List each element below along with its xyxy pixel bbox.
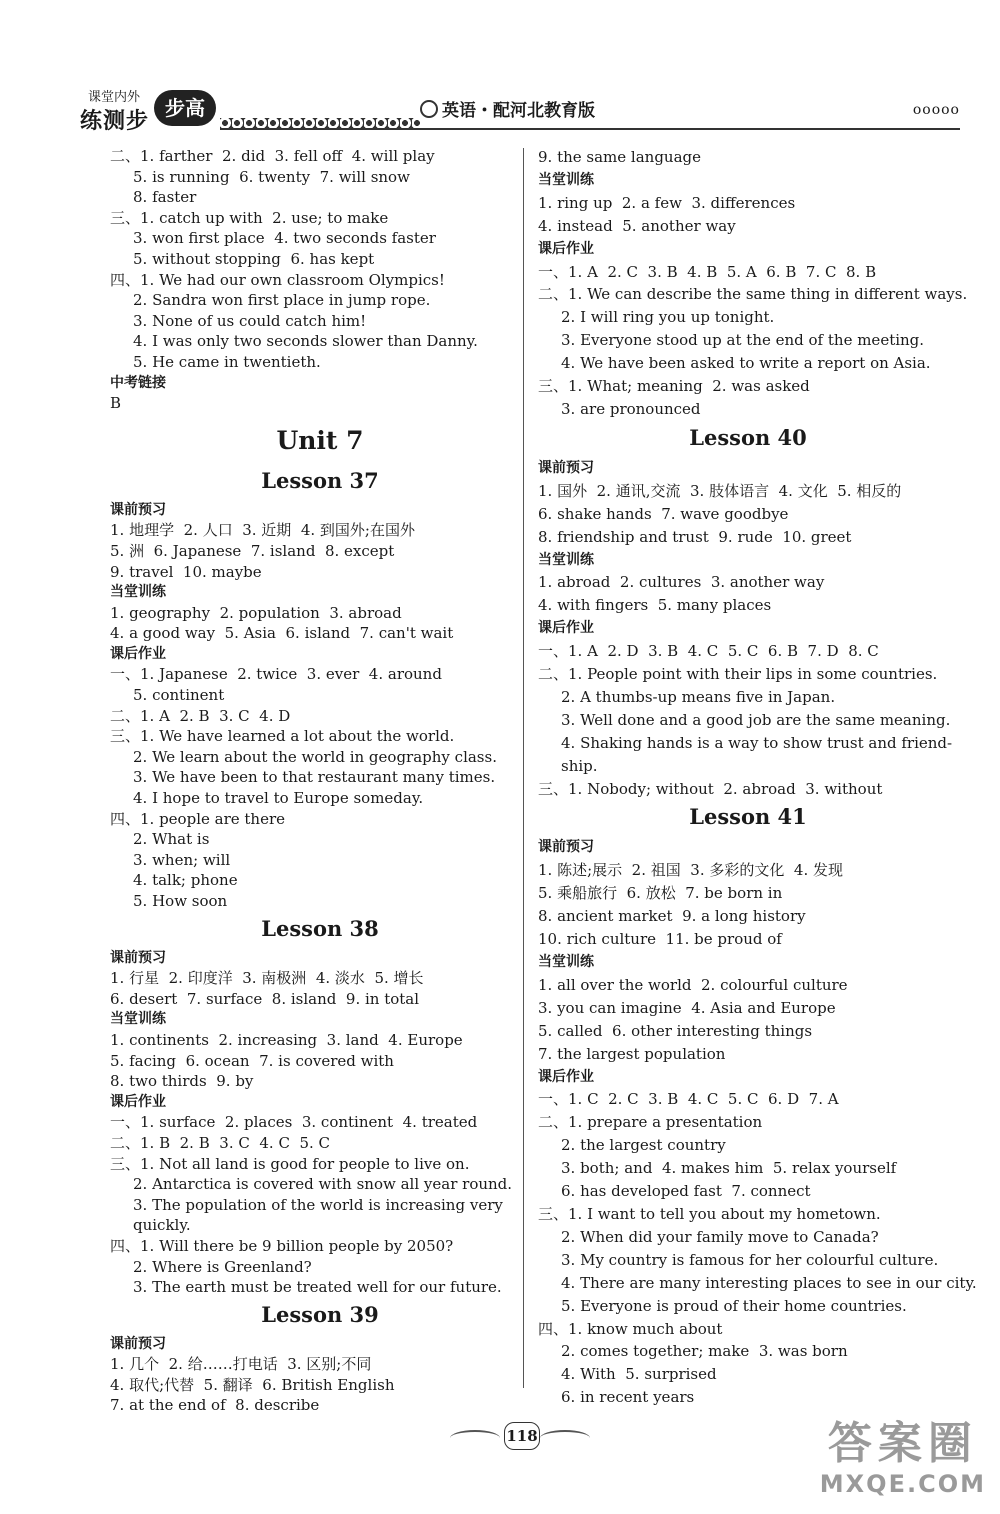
answer-line: 2. Where is Greenland? bbox=[133, 1257, 312, 1276]
answer-line: 2. comes together; make 3. was born bbox=[561, 1342, 848, 1361]
circle-icon bbox=[420, 100, 438, 118]
answer-line: 1. 陈述;展示 2. 祖国 3. 多彩的文化 4. 发现 bbox=[538, 861, 843, 880]
answer-line: 5. without stopping 6. has kept bbox=[133, 249, 375, 268]
watermark-url: MXQE.COM bbox=[819, 1470, 986, 1498]
answer-line: 二、1. A 2. B 3. C 4. D bbox=[110, 706, 291, 725]
answer-line: 10. rich culture 11. be proud of bbox=[538, 930, 782, 949]
section-heading: 课前预习 bbox=[110, 1335, 166, 1352]
answer-line: 二、1. prepare a presentation bbox=[538, 1113, 763, 1132]
answer-line: 三、1. We have learned a lot about the world. bbox=[110, 727, 455, 746]
answer-line: 5. 洲 6. Japanese 7. island 8. except bbox=[110, 541, 395, 560]
section-heading: 课后作业 bbox=[110, 645, 166, 662]
answer-line: 3. The earth must be treated well for our future. bbox=[133, 1278, 502, 1297]
answer-line: 5. called 6. other interesting things bbox=[538, 1021, 813, 1040]
answer-line: 二、1. People point with their lips in some countries. bbox=[538, 665, 938, 684]
answer-line: 2. A thumbs-up means five in Japan. bbox=[561, 687, 836, 706]
section-heading: 课后作业 bbox=[538, 620, 594, 637]
answer-line: 3. We have been to that restaurant many times. bbox=[133, 768, 496, 787]
answer-line: 三、1. I want to tell you about my hometown. bbox=[538, 1204, 881, 1223]
answer-line: 三、1. Not all land is good for people to live on. bbox=[110, 1154, 470, 1173]
footer-ornament-left bbox=[450, 1430, 500, 1446]
answer-line: 一、1. A 2. C 3. B 4. B 5. A 6. B 7. C 8. B bbox=[538, 262, 877, 281]
answer-line: 4. instead 5. another way bbox=[538, 216, 736, 235]
answer-line: 3. you can imagine 4. Asia and Europe bbox=[538, 998, 836, 1017]
section-heading: 课后作业 bbox=[538, 1068, 594, 1085]
header-dots: ooooo bbox=[912, 102, 960, 118]
answer-line: 1. all over the world 2. colourful culture bbox=[538, 975, 848, 994]
answer-line: 二、1. B 2. B 3. C 4. C 5. C bbox=[110, 1133, 331, 1152]
section-heading: 当堂训练 bbox=[538, 551, 594, 568]
answer-line: 5. 乘船旅行 6. 放松 7. be born in bbox=[538, 884, 783, 903]
answer-line: 2. I will ring you up tonight. bbox=[561, 308, 775, 327]
answer-line: 2. the largest country bbox=[561, 1136, 726, 1155]
answer-line: 4. I hope to travel to Europe someday. bbox=[133, 789, 424, 808]
page-header bbox=[60, 82, 960, 140]
answer-line: 1. 行星 2. 印度洋 3. 南极洲 4. 淡水 5. 增长 bbox=[110, 969, 424, 988]
answer-line: 三、1. Nobody; without 2. abroad 3. without bbox=[538, 779, 883, 798]
answer-line: 8. ancient market 9. a long history bbox=[538, 907, 806, 926]
section-heading: 课后作业 bbox=[538, 240, 594, 257]
answer-line: 二、1. We can describe the same thing in different ways. bbox=[538, 285, 968, 304]
unit-heading: Unit 7 bbox=[276, 425, 364, 455]
answer-line: 一、1. Japanese 2. twice 3. ever 4. around bbox=[110, 665, 442, 684]
brand-title: 练测步 bbox=[80, 109, 150, 134]
header-rule bbox=[220, 128, 960, 130]
answer-line: 6. has developed fast 7. connect bbox=[561, 1182, 811, 1201]
answer-line: 3. None of us could catch him! bbox=[133, 311, 367, 330]
answer-line: 1. ring up 2. a few 3. differences bbox=[538, 193, 796, 212]
answer-line: 3. Everyone stood up at the end of the meeting. bbox=[561, 331, 925, 350]
brand-small-text: 课堂内外 bbox=[88, 90, 141, 105]
answer-line: 3. both; and 4. makes him 5. relax yourself bbox=[561, 1159, 897, 1178]
header-decoration bbox=[220, 118, 420, 128]
page-number: 118 bbox=[504, 1422, 540, 1450]
brand-badge: 步高 bbox=[154, 90, 216, 126]
answer-line: 4. a good way 5. Asia 6. island 7. can't wait bbox=[110, 624, 454, 643]
answer-line: 一、1. surface 2. places 3. continent 4. treated bbox=[110, 1113, 478, 1132]
answer-line: 3. are pronounced bbox=[561, 399, 701, 418]
right-column bbox=[538, 146, 977, 1409]
answer-line: 2. We learn about the world in geography class. bbox=[133, 747, 497, 766]
answer-line: 4. 取代;代替 5. 翻译 6. British English bbox=[110, 1375, 395, 1394]
answer-line: 2. Antarctica is covered with snow all year round. bbox=[133, 1175, 513, 1194]
section-heading: 当堂训练 bbox=[538, 171, 594, 188]
answer-line: 四、1. Will there be 9 billion people by 2050? bbox=[110, 1236, 454, 1255]
answer-line: 四、1. We had our own classroom Olympics! bbox=[110, 270, 445, 289]
answer-line: 2. Sandra won first place in jump rope. bbox=[133, 291, 431, 310]
section-heading: 课后作业 bbox=[110, 1093, 166, 1110]
section-heading: 课前预习 bbox=[110, 501, 166, 518]
lesson-heading: Lesson 40 bbox=[689, 424, 807, 450]
answer-line: 1. 几个 2. 给……打电话 3. 区别;不同 bbox=[110, 1355, 372, 1374]
answer-line: B bbox=[110, 394, 122, 413]
answer-line: 1. geography 2. population 3. abroad bbox=[110, 603, 402, 622]
answer-line: 8. two thirds 9. by bbox=[110, 1072, 254, 1091]
answer-line: 4. There are many interesting places to see in our city. bbox=[561, 1273, 977, 1292]
answer-line: 5. facing 6. ocean 7. is covered with bbox=[110, 1051, 394, 1070]
answer-line: 9. the same language bbox=[538, 148, 702, 166]
answer-line: 1. continents 2. increasing 3. land 4. Europe bbox=[110, 1030, 463, 1049]
watermark-title: 答案圈 bbox=[827, 1418, 978, 1469]
answer-line: 6. desert 7. surface 8. island 9. in total bbox=[110, 989, 420, 1008]
answer-line: 4. With 5. surprised bbox=[561, 1365, 717, 1384]
answer-line: ship. bbox=[561, 756, 598, 775]
answer-line: 一、1. C 2. C 3. B 4. C 5. C 6. D 7. A bbox=[538, 1090, 839, 1109]
lesson-heading: Lesson 39 bbox=[261, 1301, 379, 1327]
answer-line: 2. When did your family move to Canada? bbox=[561, 1227, 879, 1246]
section-heading: 当堂训练 bbox=[538, 954, 594, 970]
section-heading: 中考链接 bbox=[110, 374, 166, 391]
section-heading: 当堂训练 bbox=[110, 1011, 166, 1028]
answer-line: 5. is running 6. twenty 7. will snow bbox=[133, 167, 410, 186]
answer-line: 二、1. farther 2. did 3. fell off 4. will play bbox=[110, 147, 435, 165]
footer-ornament-right bbox=[540, 1430, 590, 1446]
watermark bbox=[820, 1418, 986, 1498]
section-heading: 当堂训练 bbox=[110, 584, 166, 601]
subject-title bbox=[420, 96, 595, 121]
section-heading: 课前预习 bbox=[538, 459, 594, 476]
answer-line: 1. abroad 2. cultures 3. another way bbox=[538, 573, 825, 592]
answer-line: 1. 地理学 2. 人口 3. 近期 4. 到国外;在国外 bbox=[110, 521, 415, 540]
answer-line: 8. friendship and trust 9. rude 10. greet bbox=[538, 527, 852, 546]
section-heading: 课前预习 bbox=[538, 839, 594, 856]
answer-line: 三、1. What; meaning 2. was asked bbox=[538, 377, 810, 396]
answer-line: 3. when; will bbox=[133, 850, 231, 869]
answer-line: 8. faster bbox=[133, 188, 197, 207]
left-column bbox=[110, 146, 530, 1416]
answer-line: 3. won first place 4. two seconds faster bbox=[133, 229, 436, 248]
answer-line: 5. How soon bbox=[133, 892, 228, 910]
section-heading: 课前预习 bbox=[110, 949, 166, 966]
answer-line: 一、1. A 2. D 3. B 4. C 5. C 6. B 7. D 8. C bbox=[538, 642, 879, 661]
answer-line: 5. Everyone is proud of their home countries. bbox=[561, 1296, 907, 1315]
answer-line: quickly. bbox=[133, 1216, 191, 1235]
answer-line: 三、1. catch up with 2. use; to make bbox=[110, 208, 389, 227]
answer-line: 4. Shaking hands is a way to show trust and friend- bbox=[561, 733, 953, 752]
answer-line: 1. 国外 2. 通讯,交流 3. 肢体语言 4. 文化 5. 相反的 bbox=[538, 481, 902, 500]
answer-line: 3. The population of the world is increasing very bbox=[133, 1195, 503, 1214]
page-footer bbox=[450, 1422, 590, 1452]
answer-line: 5. continent bbox=[133, 686, 225, 705]
answer-line: 4. with fingers 5. many places bbox=[538, 596, 772, 615]
answer-line: 5. He came in twentieth. bbox=[133, 352, 321, 371]
subject-text: 英语・配河北教育版 bbox=[442, 101, 595, 121]
answer-line: 4. talk; phone bbox=[133, 871, 238, 890]
lesson-heading: Lesson 41 bbox=[689, 804, 807, 830]
answer-line: 4. I was only two seconds slower than Danny. bbox=[133, 332, 478, 351]
answer-line: 9. travel 10. maybe bbox=[110, 562, 262, 581]
answer-line: 7. the largest population bbox=[538, 1044, 726, 1063]
lesson-heading: Lesson 37 bbox=[261, 467, 379, 493]
answer-line: 7. at the end of 8. describe bbox=[110, 1396, 320, 1415]
answer-line: 四、1. know much about bbox=[538, 1319, 723, 1338]
lesson-heading: Lesson 38 bbox=[261, 915, 379, 941]
answer-line: 6. in recent years bbox=[561, 1388, 695, 1407]
answer-line: 3. Well done and a good job are the same meaning. bbox=[561, 710, 951, 729]
answer-line: 四、1. people are there bbox=[110, 809, 286, 828]
answer-line: 6. shake hands 7. wave goodbye bbox=[538, 504, 789, 523]
answer-line: 2. What is bbox=[133, 830, 210, 849]
answer-line: 4. We have been asked to write a report on Asia. bbox=[561, 354, 931, 373]
answer-line: 3. My country is famous for her colourful culture. bbox=[561, 1250, 939, 1269]
